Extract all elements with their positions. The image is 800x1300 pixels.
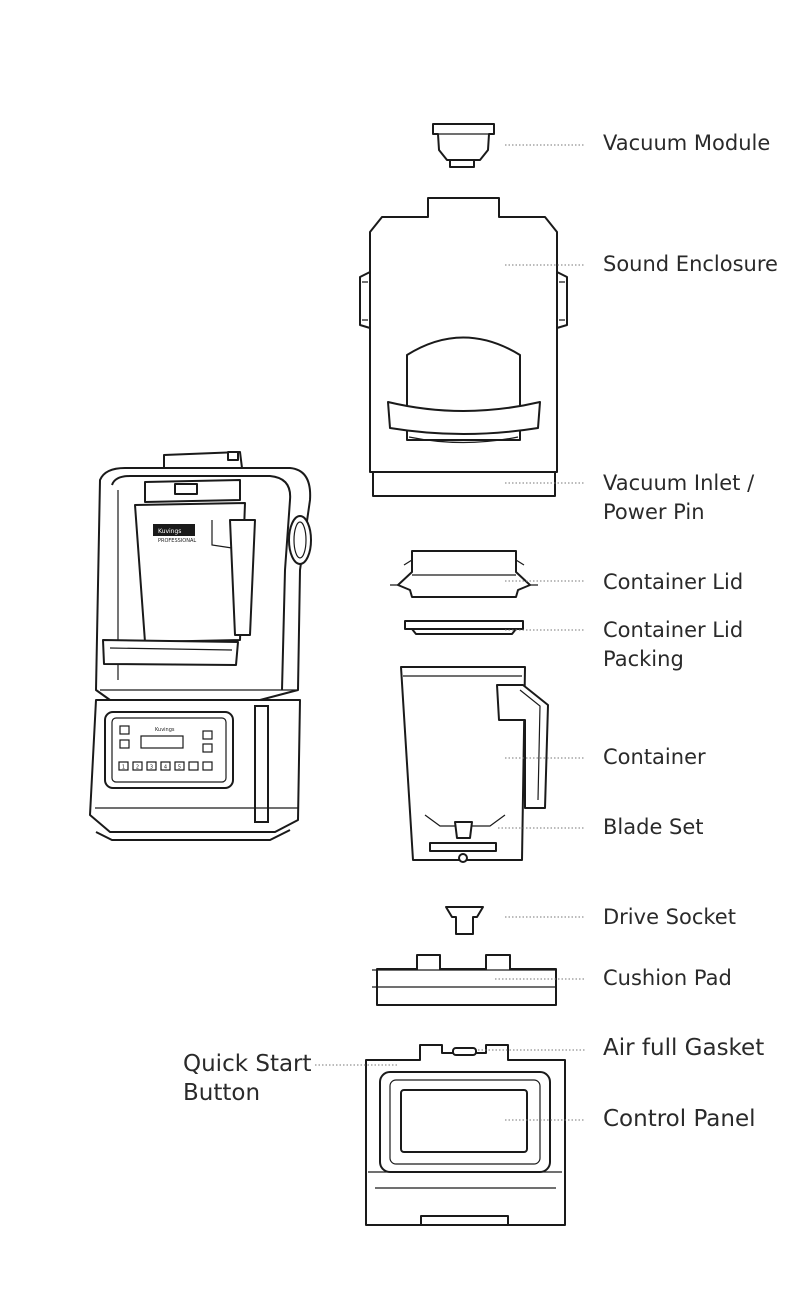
label-lid-packing-line2: Packing bbox=[603, 647, 684, 671]
label-quick-start-line2: Button bbox=[183, 1080, 261, 1106]
label-quick-start-line1: Quick Start bbox=[183, 1051, 312, 1077]
keypad-digit-2: 2 bbox=[135, 764, 140, 771]
cushion-pad-part bbox=[372, 955, 556, 1005]
label-air-full-gasket: Air full Gasket bbox=[603, 1035, 765, 1061]
label-container-lid: Container Lid bbox=[603, 570, 744, 594]
brand-badge-text: Kuvings bbox=[158, 528, 182, 535]
air-full-gasket-part bbox=[453, 1048, 476, 1055]
label-vacuum-inlet-line2: Power Pin bbox=[603, 500, 705, 524]
vacuum-module-part bbox=[433, 124, 494, 167]
control-panel-part bbox=[380, 1072, 550, 1172]
brand-badge-subtext: PROFESSIONAL bbox=[158, 538, 197, 544]
label-drive-socket: Drive Socket bbox=[603, 905, 736, 929]
container-lid-packing-part bbox=[405, 621, 523, 634]
assembled-blender-illustration bbox=[90, 452, 311, 840]
motor-base-part bbox=[366, 1045, 565, 1225]
sound-enclosure-part bbox=[360, 198, 567, 496]
label-blade-set: Blade Set bbox=[603, 815, 704, 839]
container-part bbox=[401, 667, 548, 862]
label-container: Container bbox=[603, 745, 706, 769]
container-lid-part bbox=[390, 551, 538, 597]
label-vacuum-module: Vacuum Module bbox=[603, 131, 771, 155]
label-sound-enclosure: Sound Enclosure bbox=[603, 252, 778, 276]
keypad-digit-3: 3 bbox=[149, 764, 154, 771]
drive-socket-part bbox=[446, 907, 483, 934]
label-control-panel: Control Panel bbox=[603, 1106, 756, 1132]
keypad-digit-4: 4 bbox=[163, 764, 168, 771]
keypad-digit-1: 1 bbox=[121, 764, 126, 771]
label-cushion-pad: Cushion Pad bbox=[603, 966, 732, 990]
keypad-digit-5: 5 bbox=[177, 764, 182, 771]
svg-text:Kuvings: Kuvings bbox=[155, 727, 175, 733]
label-vacuum-inlet-line1: Vacuum Inlet / bbox=[603, 471, 755, 495]
label-lid-packing-line1: Container Lid bbox=[603, 618, 744, 642]
brand-badge bbox=[153, 524, 196, 544]
